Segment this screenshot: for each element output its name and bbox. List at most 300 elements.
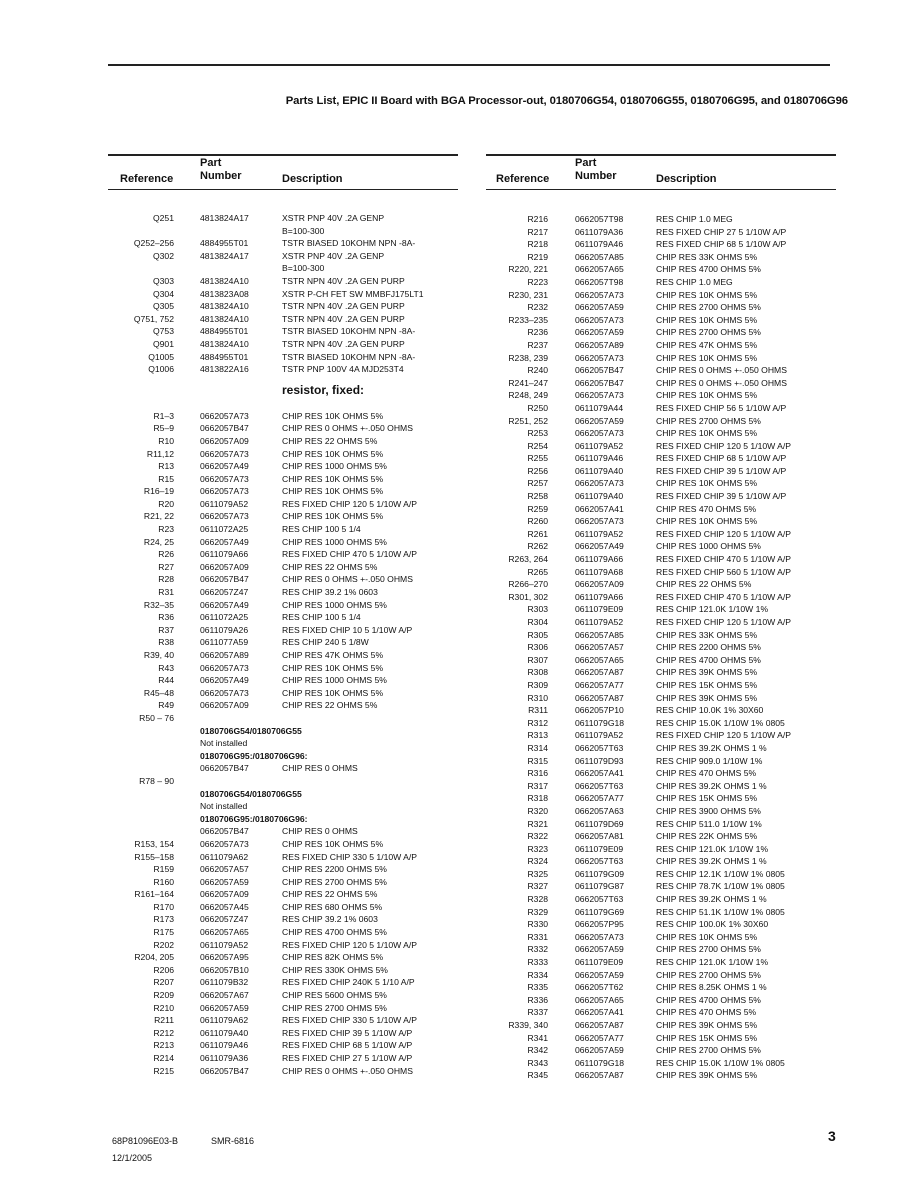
reference-cell: R339, 340 [508, 1020, 548, 1030]
part-number-cell: 0662057T98 [575, 214, 624, 224]
description-cell: CHIP RES 39.2K OHMS 1 % [656, 742, 767, 753]
part-number-cell: 0662057Z47 [200, 587, 249, 598]
description-cell: RES CHIP 121.0K 1/10W 1% [656, 843, 769, 854]
part-number-cell: 0662057A09 [200, 889, 249, 900]
reference-cell: R335 [527, 982, 548, 993]
part-number-cell: 4813823A08 [200, 288, 249, 299]
table-row [108, 313, 458, 326]
part-number-cell: 0662057A73 [575, 289, 624, 300]
table-row [108, 964, 458, 977]
description-cell: RES CHIP 100 5 1/4 [282, 524, 361, 535]
part-number-cell: 0662057A09 [200, 435, 249, 446]
part-number-cell: 0662057T63 [575, 780, 624, 791]
description-cell: RES FIXED CHIP 10 5 1/10W A/P [282, 624, 413, 635]
part-number-cell: 0662057A59 [575, 969, 624, 980]
reference-cell: R315 [527, 755, 548, 766]
reference-cell: R314 [527, 742, 548, 753]
reference-header: Reference [496, 173, 550, 185]
part-number-cell: 0662057A73 [575, 478, 624, 489]
description-cell: CHIP RES 4700 OHMS 5% [656, 264, 761, 275]
table-row [108, 573, 458, 586]
table-row [486, 755, 836, 768]
description-cell: RES FIXED CHIP 240K 5 1/10 A/P [282, 977, 415, 988]
part-number-cell: 0662057A59 [575, 415, 624, 426]
part-number-cell: 0611079A66 [575, 554, 624, 565]
part-number-cell: 0662057A41 [575, 503, 624, 514]
description-cell: CHIP RES 2700 OHMS 5% [282, 876, 387, 887]
table-row [486, 213, 836, 226]
description-cell: RES CHIP 121.0K 1/10W 1% [656, 957, 769, 968]
reference-cell: R211 [154, 1015, 174, 1026]
part-number-cell: 0662057A63 [575, 805, 624, 816]
part-number-cell: 0611079A40 [200, 1027, 249, 1038]
description-cell: RES FIXED CHIP 470 5 1/10W A/P [656, 554, 792, 565]
part-number-cell: 0662057A45 [200, 901, 249, 912]
reference-cell: R320 [527, 805, 548, 816]
description-cell: CHIP RES 2700 OHMS 5% [656, 327, 761, 338]
table-row [486, 994, 836, 1007]
description-cell: CHIP RES 0 OHMS +-.050 OHMS [282, 574, 413, 585]
part-number-cell: 0662057A73 [200, 838, 249, 849]
description-cell: RES CHIP 1.0 MEG [656, 276, 733, 287]
description-cell: CHIP RES 470 OHMS 5% [656, 1007, 757, 1018]
description-cell: RES FIXED CHIP 330 5 1/10W A/P [282, 851, 418, 862]
part-number-cell: 0611079A44 [575, 402, 624, 413]
reference-cell: R253 [527, 428, 548, 439]
reference-cell: R1–3 [153, 410, 174, 421]
description-cell: CHIP RES 10K OHMS 5% [282, 662, 384, 673]
part-number-cell: 0662057A59 [575, 327, 624, 338]
part-number-cell: 0662057A73 [575, 314, 624, 325]
reference-cell: R328 [527, 894, 548, 905]
reference-cell: R316 [527, 768, 548, 779]
note-row [108, 788, 458, 801]
part-number-cell: 0662057A87 [575, 1020, 624, 1030]
description-cell: CHIP RES 22 OHMS 5% [656, 579, 752, 590]
table-row [486, 629, 836, 642]
table-row [108, 1027, 458, 1040]
part-number-cell: 0662057A73 [575, 352, 624, 363]
table-row [486, 792, 836, 805]
description-cell: CHIP RES 0 OHMS +-.050 OHMS [656, 377, 787, 388]
table-row [108, 225, 458, 238]
table-row [108, 687, 458, 700]
part-number-cell: 0662057A73 [575, 516, 624, 527]
reference-cell: R255 [527, 453, 548, 464]
reference-cell: R160 [153, 876, 174, 887]
note-row [108, 750, 458, 763]
reference-cell: R251, 252 [508, 415, 548, 426]
description-cell: TSTR NPN 40V .2A GEN PURP [282, 338, 405, 349]
table-row [108, 410, 458, 423]
part-number-cell: 0662057T63 [575, 894, 624, 905]
description-cell: CHIP RES 2700 OHMS 5% [282, 1002, 387, 1013]
table-row [108, 989, 458, 1002]
part-number-cell: 0611079D93 [575, 755, 624, 766]
reference-cell: R342 [527, 1045, 548, 1056]
table-row [486, 591, 836, 604]
note-row [108, 725, 458, 738]
part-number-cell: 4813822A16 [200, 364, 249, 375]
description-cell: CHIP RES 4700 OHMS 5% [656, 654, 761, 665]
description-cell: CHIP RES 1000 OHMS 5% [282, 536, 387, 547]
part-number-cell: 0662057A73 [200, 448, 249, 459]
part-number-cell: 0662057A57 [200, 864, 249, 875]
left-rows [108, 212, 458, 1077]
table-row [108, 775, 458, 788]
part-number-cell: 4884955T01 [200, 326, 249, 337]
header-bottom-rule [108, 189, 458, 190]
part-number-cell: 0662057A85 [575, 629, 624, 640]
reference-cell: R223 [527, 276, 548, 287]
table-row [486, 868, 836, 881]
reference-cell: Q751, 752 [133, 313, 174, 324]
description-cell: B=100-300 [282, 263, 325, 274]
reference-cell: R332 [527, 944, 548, 955]
description-cell: CHIP RES 10K OHMS 5% [656, 428, 758, 439]
table-row [108, 435, 458, 448]
reference-cell: Q901 [152, 338, 174, 349]
reference-cell: R309 [527, 679, 548, 690]
reference-cell: R260 [527, 516, 548, 527]
table-row [486, 1069, 836, 1082]
description-cell: RES CHIP 15.0K 1/10W 1% 0805 [656, 717, 785, 728]
part-number-cell: 0611077A59 [200, 637, 249, 648]
table-row [486, 389, 836, 402]
right-rows [486, 213, 836, 1082]
table-row [486, 364, 836, 377]
description-cell: CHIP RES 39K OHMS 5% [656, 1020, 758, 1030]
table-row [108, 325, 458, 338]
description-cell: RES FIXED CHIP 120 5 1/10W A/P [656, 617, 792, 627]
part-number-cell: 0662057B47 [575, 377, 624, 388]
reference-cell: R241–247 [508, 377, 548, 388]
part-number-cell: 0662057A59 [575, 1045, 624, 1056]
part-number-cell: 0662057B47 [200, 763, 249, 774]
table-row [108, 561, 458, 574]
description-cell: CHIP RES 2200 OHMS 5% [656, 642, 761, 653]
description-cell: TSTR BIASED 10KOHM NPN -8A- [282, 351, 416, 362]
part-number-cell: 0662057A73 [575, 931, 624, 942]
description-cell: CHIP RES 82K OHMS 5% [282, 952, 384, 963]
reference-cell: R341 [527, 1032, 548, 1043]
description-header: Description [656, 173, 717, 185]
variant-note: Not installed [200, 738, 248, 749]
part-number-cell: 4884955T01 [200, 351, 249, 362]
part-number-cell: 0662057A57 [575, 642, 624, 653]
part-number-cell: 0662057A67 [200, 990, 249, 1001]
reference-cell: R170 [153, 901, 174, 912]
description-cell: CHIP RES 0 OHMS +-.050 OHMS [656, 365, 787, 376]
part-number-cell: 0662057A73 [200, 687, 249, 698]
part-number-cell: 0611079A26 [200, 624, 249, 635]
reference-cell: Q753 [152, 326, 174, 337]
reference-cell: Q1006 [148, 364, 174, 375]
part-number-cell: 0611079A46 [575, 239, 624, 250]
part-number-cell: 0611079A40 [575, 465, 624, 476]
reference-cell: R23 [158, 524, 174, 535]
table-row [108, 586, 458, 599]
reference-cell: R78 – 90 [139, 775, 174, 786]
table-row [108, 338, 458, 351]
description-cell: CHIP RES 1000 OHMS 5% [282, 599, 387, 610]
table-row [108, 762, 458, 775]
table-row [486, 415, 836, 428]
table-row [486, 1032, 836, 1045]
description-cell: CHIP RES 330K OHMS 5% [282, 964, 388, 975]
description-cell: CHIP RES 2700 OHMS 5% [656, 302, 761, 313]
part-number-cell: 0611079E09 [575, 957, 624, 968]
table-row [486, 641, 836, 654]
part-number-cell: 0662057A87 [575, 667, 624, 678]
table-row [108, 212, 458, 225]
table-row [108, 926, 458, 939]
description-cell: RES CHIP 12.1K 1/10W 1% 0805 [656, 868, 785, 879]
description-cell: TSTR BIASED 10KOHM NPN -8A- [282, 238, 416, 249]
reference-cell: R331 [527, 931, 548, 942]
table-row [108, 863, 458, 876]
variant-note: Not installed [200, 801, 248, 812]
description-cell: CHIP RES 2700 OHMS 5% [656, 415, 761, 426]
description-cell: CHIP RES 22K OHMS 5% [656, 831, 758, 842]
table-row [486, 830, 836, 843]
reference-cell: R207 [153, 977, 174, 988]
description-cell: CHIP RES 3900 OHMS 5% [656, 805, 761, 816]
table-row [108, 275, 458, 288]
reference-cell: R327 [527, 881, 548, 892]
description-cell: CHIP RES 39K OHMS 5% [656, 692, 758, 703]
part-number-cell: 0662057A65 [200, 927, 249, 938]
table-row [486, 981, 836, 994]
reference-cell: R11,12 [146, 448, 174, 459]
description-cell: CHIP RES 470 OHMS 5% [656, 503, 757, 514]
table-row [108, 851, 458, 864]
reference-cell: R13 [158, 461, 174, 472]
part-number-cell: 0662057B47 [200, 826, 249, 837]
description-cell: RES FIXED CHIP 560 5 1/10W A/P [656, 566, 792, 577]
description-cell: CHIP RES 1000 OHMS 5% [282, 461, 387, 472]
part-number-cell: 0662057A09 [200, 561, 249, 572]
reference-cell: R214 [153, 1053, 174, 1063]
description-cell: RES FIXED CHIP 120 5 1/10W A/P [282, 939, 418, 950]
reference-cell: R256 [527, 465, 548, 476]
part-number-cell: 0662057A77 [575, 793, 624, 804]
description-cell: RES FIXED CHIP 39 5 1/10W A/P [656, 491, 787, 502]
description-cell: CHIP RES 39K OHMS 5% [656, 1070, 758, 1081]
reference-cell: R337 [527, 1007, 548, 1018]
reference-cell: R257 [527, 478, 548, 489]
table-row [486, 679, 836, 692]
reference-cell: R313 [527, 730, 548, 741]
description-cell: RES FIXED CHIP 27 5 1/10W A/P [282, 1053, 413, 1063]
reference-cell: R266–270 [508, 579, 548, 590]
description-cell: RES FIXED CHIP 27 5 1/10W A/P [656, 226, 787, 237]
reference-cell: R155–158 [134, 851, 174, 862]
table-row [486, 943, 836, 956]
table-row [108, 473, 458, 486]
variant-note: 0180706G95:/0180706G96: [200, 813, 308, 824]
reference-cell: R329 [527, 906, 548, 917]
reference-cell: R318 [527, 793, 548, 804]
part-number-cell: 0611079A52 [575, 440, 624, 451]
table-row [486, 566, 836, 579]
part-number-cell: 0611079A52 [575, 528, 624, 539]
description-cell: RES CHIP 51.1K 1/10W 1% 0805 [656, 906, 785, 917]
description-cell: RES FIXED CHIP 120 5 1/10W A/P [656, 440, 792, 451]
reference-cell: R312 [527, 717, 548, 728]
table-row [108, 510, 458, 523]
description-cell: CHIP RES 10K OHMS 5% [656, 289, 758, 300]
description-cell: RES CHIP 100.0K 1% 30X60 [656, 919, 769, 930]
table-row [108, 611, 458, 624]
description-cell: CHIP RES 2700 OHMS 5% [656, 969, 761, 980]
reference-cell: R262 [527, 541, 548, 552]
table-row [486, 427, 836, 440]
part-number-cell: 0662057A41 [575, 1007, 624, 1018]
part-number-cell: 0662057A65 [575, 994, 624, 1005]
table-row [486, 956, 836, 969]
reference-cell: R237 [527, 339, 548, 350]
table-row [486, 226, 836, 239]
table-row [108, 448, 458, 461]
part-number-cell: 0662057P95 [575, 919, 624, 930]
part-number-cell: 0662057A73 [200, 662, 249, 673]
description-cell: RES FIXED CHIP 120 5 1/10W A/P [656, 528, 792, 539]
part-number-cell: 0662057A87 [575, 1070, 624, 1081]
table-row [486, 880, 836, 893]
part-number-cell: 0611079A68 [575, 566, 624, 577]
part-number-header [575, 157, 617, 182]
part-number-cell: 0662057A81 [575, 831, 624, 842]
variant-note: 0180706G54/0180706G55 [200, 725, 302, 736]
table-row [486, 742, 836, 755]
reference-cell: Q251 [152, 213, 174, 223]
part-number-cell: 0611079A36 [575, 226, 624, 237]
table-row [486, 780, 836, 793]
header-top-rule [486, 154, 836, 156]
part-number-cell: 0662057A49 [575, 541, 624, 552]
part-number-cell: 0662057A49 [200, 536, 249, 547]
page-title: Parts List, EPIC II Board with BGA Processor-out, 0180706G54, 0180706G55, 0180706G95, and 0180706G96 [285, 95, 848, 107]
header-bottom-rule [486, 189, 836, 190]
table-row [486, 818, 836, 831]
part-number-cell: 0611079E09 [575, 604, 624, 615]
reference-cell: Q303 [152, 275, 174, 286]
part-number-cell: 4813824A17 [200, 213, 249, 223]
reference-cell: R173 [153, 914, 174, 925]
table-row [486, 969, 836, 982]
part-number-cell: 0662057T63 [575, 856, 624, 867]
reference-cell: R159 [153, 864, 174, 875]
reference-cell: R322 [527, 831, 548, 842]
reference-cell: R202 [153, 939, 174, 950]
description-cell: CHIP RES 470 OHMS 5% [656, 768, 757, 779]
description-cell: CHIP RES 10K OHMS 5% [656, 352, 758, 363]
table-row [108, 636, 458, 649]
part-number-cell: 0662057B47 [200, 574, 249, 585]
description-cell: CHIP RES 10K OHMS 5% [282, 410, 384, 421]
reference-cell: R330 [527, 919, 548, 930]
reference-cell: R218 [527, 239, 548, 250]
table-row [108, 876, 458, 889]
table-row [108, 913, 458, 926]
description-cell: CHIP RES 15K OHMS 5% [656, 793, 758, 804]
part-number-cell: 0662057A65 [575, 654, 624, 665]
note-row [108, 737, 458, 750]
part-number-cell: 0611079A62 [200, 851, 249, 862]
part-number-cell: 0662057A59 [200, 876, 249, 887]
table-row [486, 490, 836, 503]
reference-cell: R308 [527, 667, 548, 678]
part-number-cell: 0662057A65 [575, 264, 624, 275]
part-number-cell: 0611079A66 [200, 549, 249, 560]
table-row [486, 339, 836, 352]
table-row [108, 939, 458, 952]
description-cell: B=100-300 [282, 225, 325, 236]
part-number-cell: 0662057A09 [200, 700, 249, 711]
reference-cell: R24, 25 [143, 536, 174, 547]
table-row [486, 301, 836, 314]
reference-cell: R345 [527, 1070, 548, 1081]
reference-cell: R233–235 [508, 314, 548, 325]
part-number-cell: 0662057A41 [575, 768, 624, 779]
reference-cell: R39, 40 [143, 650, 174, 660]
table-row [486, 238, 836, 251]
table-row [486, 402, 836, 415]
reference-cell: R343 [527, 1057, 548, 1068]
part-number-cell: 0611079G18 [575, 1057, 625, 1068]
reference-cell: R38 [158, 637, 174, 648]
top-rule [108, 64, 830, 66]
reference-cell: R212 [153, 1027, 174, 1038]
description-cell: CHIP RES 4700 OHMS 5% [282, 927, 387, 938]
reference-cell: R334 [527, 969, 548, 980]
table-row [486, 1044, 836, 1057]
table-row [108, 300, 458, 313]
table-row [486, 276, 836, 289]
reference-cell: R265 [527, 566, 548, 577]
table-row [108, 250, 458, 263]
reference-cell: R303 [527, 604, 548, 615]
reference-cell: R259 [527, 503, 548, 514]
description-cell: RES CHIP 909.0 1/10W 1% [656, 755, 763, 766]
reference-cell: R261 [527, 528, 548, 539]
part-header-label: Part [575, 157, 597, 169]
reference-cell: R311 [528, 705, 548, 716]
description-cell: RES FIXED CHIP 68 5 1/10W A/P [656, 453, 787, 464]
part-number-cell: 0611079A40 [575, 491, 624, 502]
description-cell: XSTR PNP 40V .2A GENP [282, 250, 385, 261]
table-row [486, 692, 836, 705]
table-row [486, 717, 836, 730]
table-row [108, 262, 458, 275]
part-number-cell: 0662057P10 [575, 705, 624, 716]
table-row [108, 1052, 458, 1065]
table-row [486, 452, 836, 465]
description-cell: CHIP RES 0 OHMS [282, 826, 358, 837]
reference-cell: R325 [527, 868, 548, 879]
description-cell: RES FIXED CHIP 68 5 1/10W A/P [656, 239, 787, 250]
variant-note: 0180706G95:/0180706G96: [200, 750, 308, 761]
part-number-cell: 0662057A59 [200, 1002, 249, 1013]
description-cell: CHIP RES 10K OHMS 5% [282, 448, 384, 459]
description-cell: CHIP RES 2700 OHMS 5% [656, 1045, 761, 1056]
table-row [486, 352, 836, 365]
part-number-cell: 0662057A77 [575, 1032, 624, 1043]
part-number-cell: 0611079B32 [200, 977, 249, 988]
part-number-cell: 4884955T01 [200, 238, 249, 249]
reference-cell: R317 [527, 780, 548, 791]
